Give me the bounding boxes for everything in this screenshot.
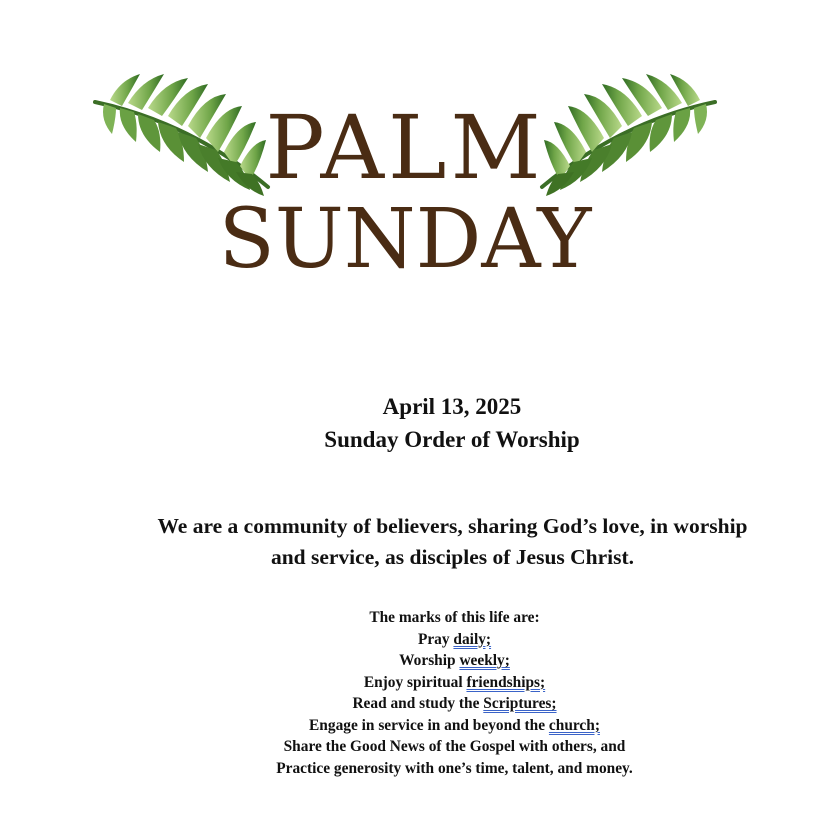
marks-item-text: Pray xyxy=(417,630,454,648)
flagged-word[interactable]: daily; xyxy=(453,630,492,648)
title-palm xyxy=(80,96,730,199)
flagged-word[interactable]: friendships; xyxy=(466,673,546,691)
marks-item-text: Engage in service in and beyond the xyxy=(309,716,549,734)
flagged-word[interactable]: weekly; xyxy=(459,652,510,669)
flagged-word[interactable]: Scriptures; xyxy=(483,695,557,712)
service-date: April 13, 2025 xyxy=(382,394,522,419)
mission-statement xyxy=(120,511,785,573)
marks-item-text: Enjoy spiritual xyxy=(363,673,467,691)
service-heading xyxy=(0,390,839,456)
marks-item-text: Read and study the xyxy=(352,695,484,712)
palm-sunday-header xyxy=(80,62,730,312)
marks-item-text: Share the Good News of the Gospel with others, and xyxy=(283,738,626,755)
marks-item xyxy=(70,736,839,758)
service-subtitle: Sunday Order of Worship xyxy=(324,427,580,452)
marks-item xyxy=(70,693,839,715)
marks-item-text: Practice generosity with one’s time, talent, and money. xyxy=(276,759,633,777)
marks-intro: The marks of this life are: xyxy=(369,609,540,626)
marks-item xyxy=(70,650,839,672)
title-sunday xyxy=(80,194,730,286)
flagged-word[interactable]: church; xyxy=(548,716,600,734)
title-sunday-text: SUNDAY xyxy=(218,192,592,287)
title-palm-text: PALM xyxy=(265,96,545,199)
marks-item xyxy=(70,758,839,780)
marks-item-text: Worship xyxy=(399,652,460,669)
mission-line-1: We are a community of believers, sharing God’s love, in worship xyxy=(157,514,748,538)
marks-item xyxy=(70,672,839,694)
marks-item xyxy=(70,629,839,651)
mission-line-2: and service, as disciples of Jesus Christ. xyxy=(270,545,635,569)
marks-list xyxy=(0,607,839,779)
marks-item xyxy=(70,715,839,737)
